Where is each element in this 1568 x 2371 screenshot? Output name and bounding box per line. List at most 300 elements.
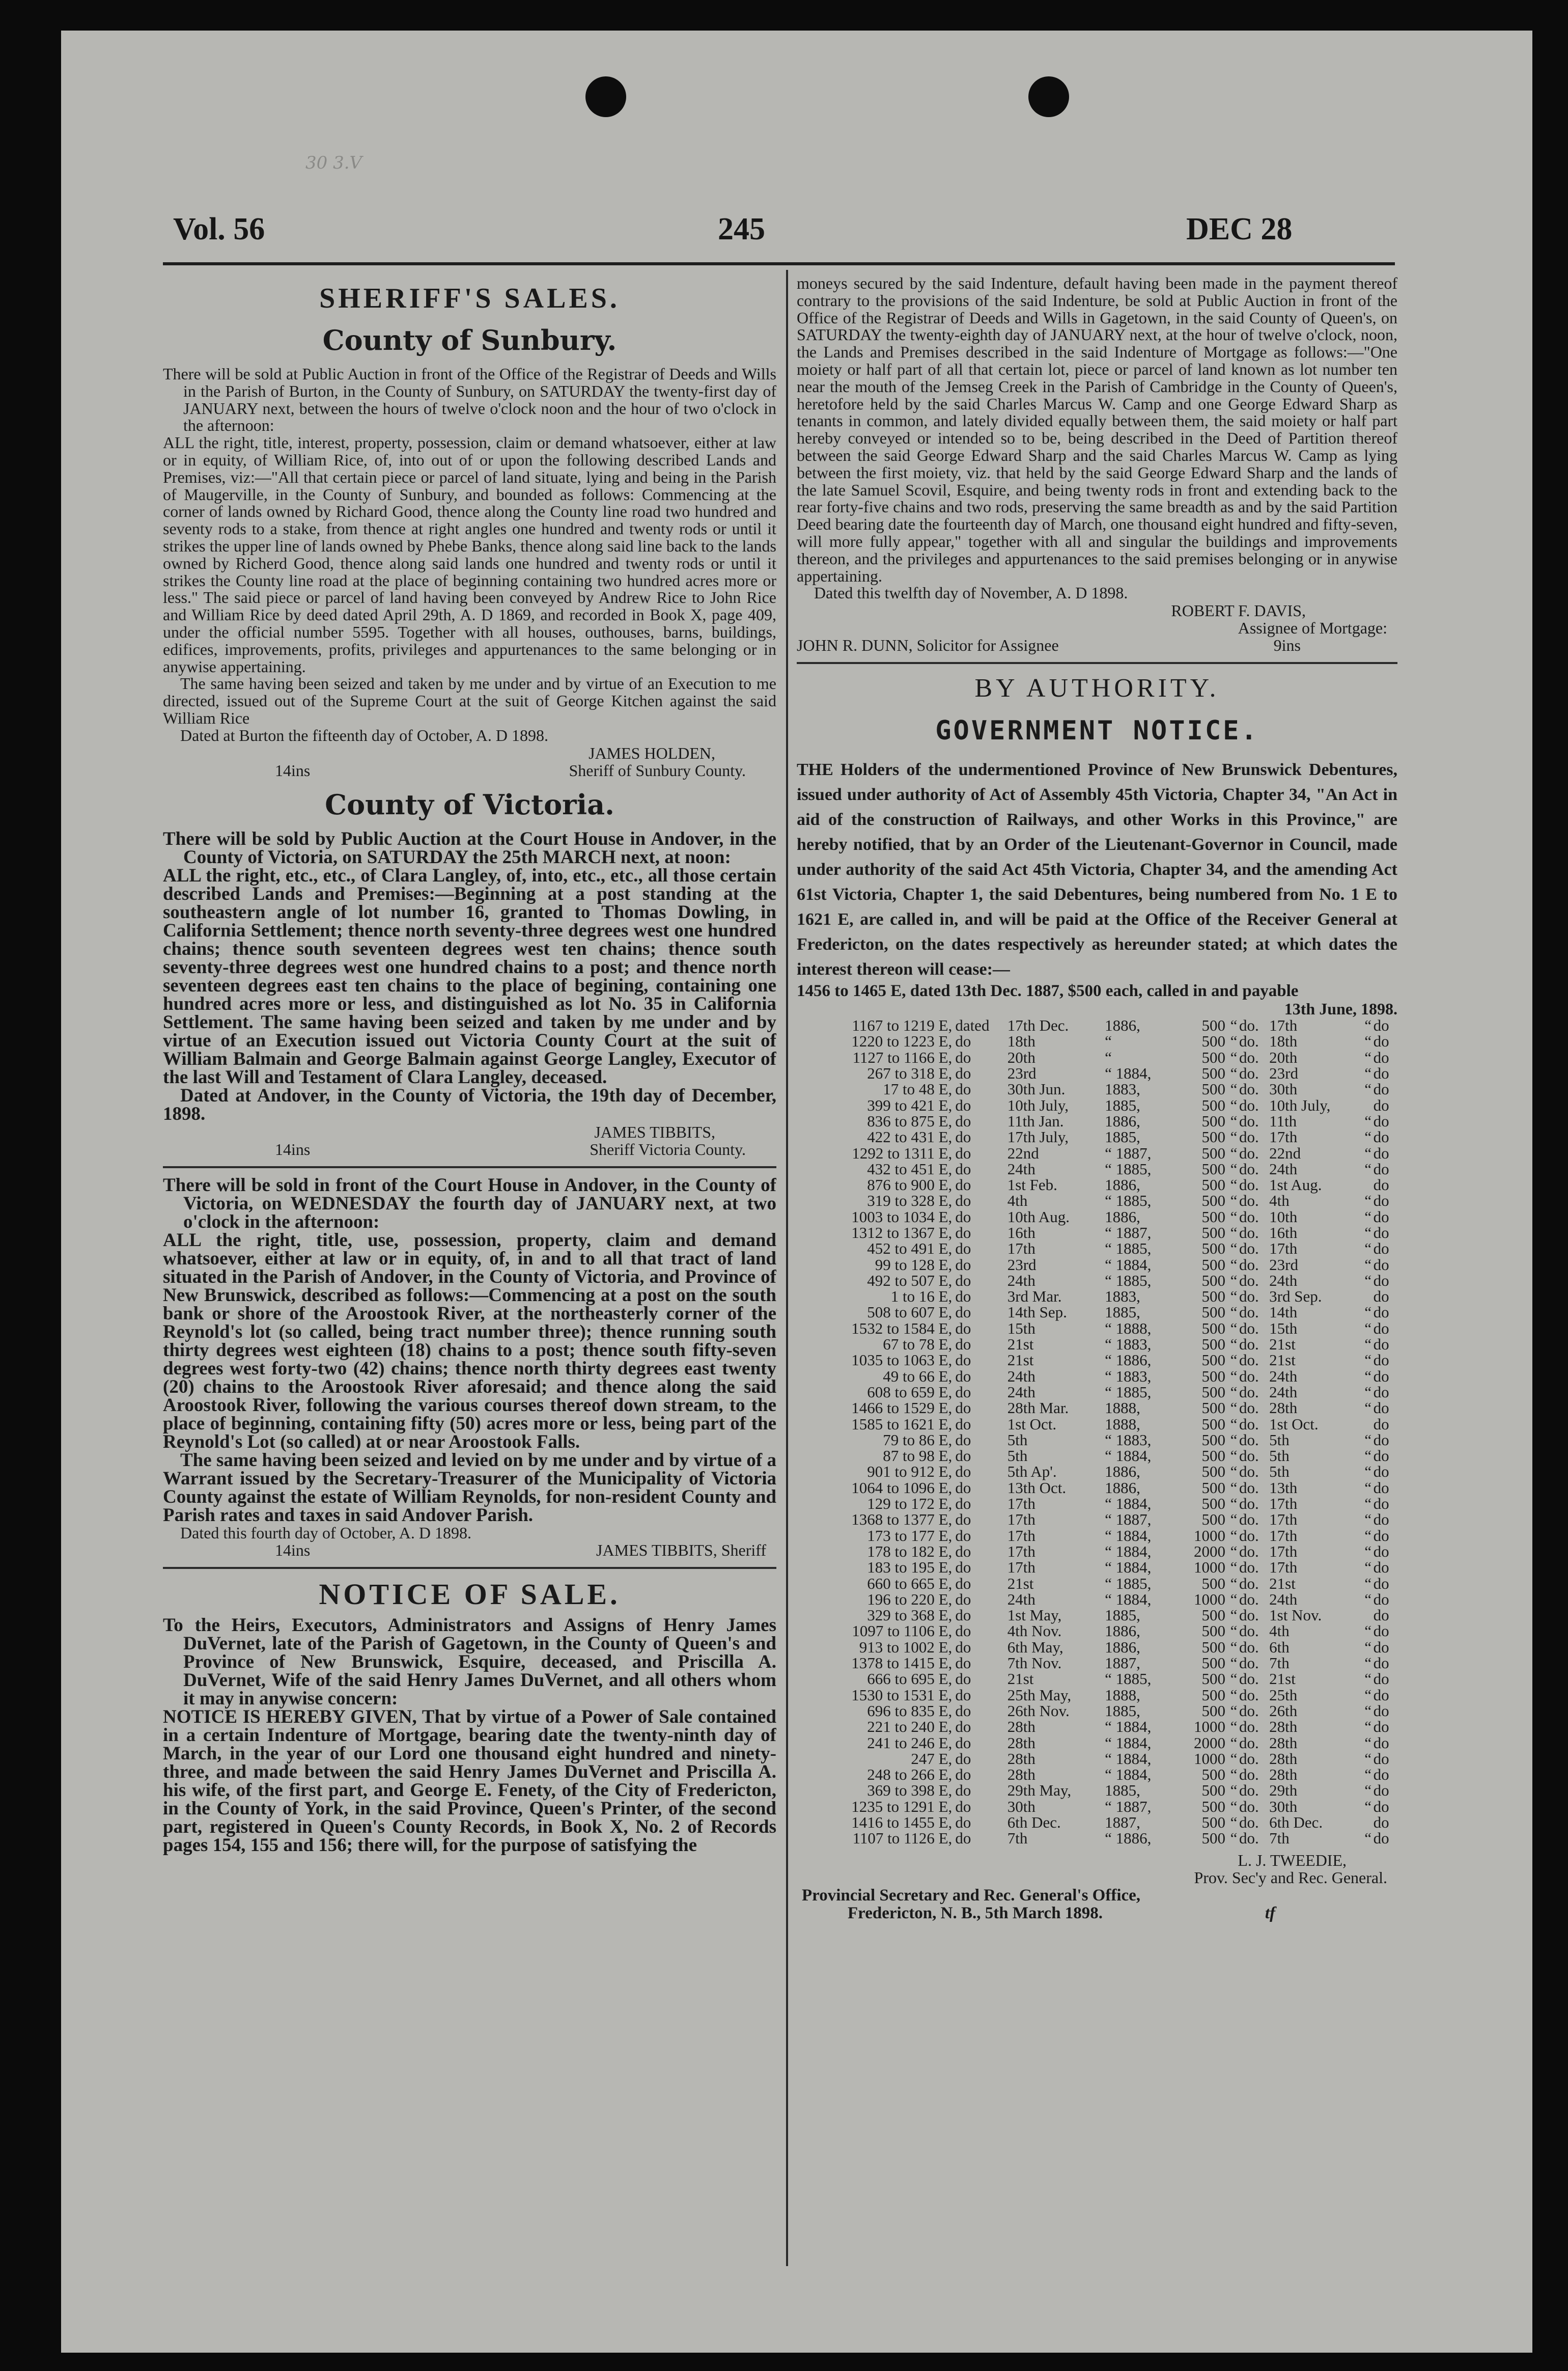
debenture-cell: do	[1373, 1558, 1389, 1577]
debenture-cell: 178 to 182 E,	[867, 1542, 953, 1560]
debenture-cell: “	[1230, 1287, 1238, 1306]
debenture-cell: 20th	[1269, 1048, 1298, 1066]
debenture-cell: 173 to 177 E,	[867, 1526, 953, 1545]
debenture-row	[797, 1735, 1397, 1751]
debenture-cell: “	[1230, 1510, 1238, 1529]
debenture-cell: 500	[1201, 1781, 1226, 1800]
debenture-cell: do.	[1239, 1096, 1259, 1114]
debenture-cell: 1532 to 1584 E,	[851, 1319, 953, 1337]
debenture-cell: 28th	[1007, 1766, 1035, 1784]
debenture-cell: do	[955, 1048, 971, 1066]
debenture-cell: 21st	[1007, 1670, 1034, 1688]
debenture-cell: 500	[1201, 1622, 1226, 1640]
debenture-cell: “	[1230, 1766, 1238, 1784]
debenture-cell: “	[1364, 1192, 1372, 1210]
debenture-cell: 25th	[1269, 1686, 1298, 1704]
debenture-cell: 5th Ap'.	[1007, 1463, 1057, 1481]
debenture-row	[797, 1336, 1397, 1352]
debenture-cell: do	[1373, 1207, 1389, 1226]
debenture-cell: 1585 to 1621 E,	[851, 1415, 953, 1433]
debenture-cell: 99 to 128 E,	[875, 1255, 953, 1274]
debenture-cell: do	[955, 1224, 971, 1242]
sunbury-dated: Dated at Burton the fifteenth day of October, A. D 1898.	[180, 726, 548, 745]
debenture-cell: do.	[1239, 1813, 1259, 1831]
debenture-cell: do	[955, 1766, 971, 1784]
debenture-cell: “	[1364, 1686, 1372, 1704]
debenture-cell: 1064 to 1096 E,	[851, 1478, 953, 1497]
debenture-cell: “ 1885,	[1105, 1383, 1152, 1401]
binding-hole	[585, 76, 626, 117]
debenture-cell: 21st	[1007, 1574, 1034, 1592]
debenture-cell: 1888,	[1105, 1686, 1140, 1704]
debenture-cell: “	[1364, 1207, 1372, 1226]
debenture-cell: 5th	[1269, 1430, 1290, 1449]
debenture-cell: do	[955, 1495, 971, 1513]
debenture-cell: 6th Dec.	[1007, 1813, 1061, 1831]
debenture-cell: 1st Feb.	[1007, 1176, 1057, 1194]
government-notice-heading: GOVERNMENT NOTICE.	[935, 715, 1259, 747]
victoria-intro: There will be sold by Public Auction at the Court House in Andover, in the County of Victoria, on SATURDAY the 25th MARCH next, at noon:	[163, 828, 776, 868]
debenture-cell: 500	[1201, 1319, 1226, 1337]
victoria2-body: ALL the right, title, use, possession, property, claim and demand whatsoever, either at law or in equity, of, in and to all that tract of land situated in the Parish of Andover, in the County of Victoria, and Province of New Brunswick, described as follows:—Commencing at a post on the south bank or shore of the Aroostook River, at the northeasterly corner of the Reynold's lot (so called, being tract number three); thence running south thirty degrees west eighteen (18) chains to a post; thence south fifty-seven degrees west forty-two (42) chains; thence north thirty degrees east twenty (20) chains to the Aroostook River aforesaid; and thence along the said Aroostook River, following the various courses thereof down stream, to the place of beginning, containing fifty (50) acres more or less, being part of the Reynold's Lot (so called) at or near Aroostook Falls.	[163, 1229, 776, 1452]
debenture-cell: 267 to 318 E,	[867, 1064, 953, 1083]
victoria-body: ALL the right, etc., etc., of Clara Langley, of, into, etc., etc., all those certain described Lands and Premises:—Beginning at a post standing at the southeastern angle of lot number 16, granted to Thomas Dowling, in California Settlement; thence north seventy-three degrees west one hundred chains; thence south seventeen degrees west ten chains; thence south seventy-three degrees west one hundred chains to a post; and thence north seventeen degrees east ten chains to the place of begining, containing one hundred acres more or less, and distinguished as lot No. 35 in California Settlement. The same having been seized and taken by me under and by virtue of an Execution issued out Victoria County Court at the suit of William Balmain and George Balmain against George Langley, Executor of the last Will and Testament of Clara Langley, deceased.	[163, 865, 776, 1088]
victoria-dated: Dated at Andover, in the County of Victoria, the 19th day of December, 1898.	[163, 1085, 776, 1124]
debenture-cell: “	[1230, 1749, 1238, 1768]
debenture-cell: 1235 to 1291 E,	[851, 1797, 953, 1815]
debenture-cell: “ 1885,	[1105, 1160, 1152, 1178]
debenture-cell: 18th	[1007, 1032, 1035, 1051]
notice-signer: ROBERT F. DAVIS,	[1171, 601, 1306, 620]
debenture-cell: do	[955, 1351, 971, 1369]
debenture-cell: 500	[1201, 1032, 1226, 1051]
debenture-cell: do	[1373, 1542, 1389, 1560]
debenture-cell: 23rd	[1007, 1064, 1037, 1083]
debenture-cell: “ 1887,	[1105, 1797, 1152, 1815]
debenture-cell: “	[1230, 1463, 1238, 1481]
debenture-row	[797, 1687, 1397, 1703]
debenture-cell: do.	[1239, 1430, 1259, 1449]
debenture-cell: “	[1364, 1271, 1372, 1289]
debenture-row	[797, 1719, 1397, 1734]
debenture-cell: “	[1230, 1032, 1238, 1051]
sunbury-intro: There will be sold at Public Auction in front of the Office of the Registrar of Deeds and Wills in the Parish of Burton, in the County of Sunbury, on SATURDAY the twenty-first day of JANUARY next, between the hours of twelve o'clock noon and the hour of two o'clock in the afternoon:	[163, 365, 776, 435]
debenture-cell: do.	[1239, 1255, 1259, 1274]
debenture-cell: do.	[1239, 1144, 1259, 1162]
debenture-cell: do	[955, 1319, 971, 1337]
sheriff-title: Sheriff Victoria County.	[590, 1140, 746, 1159]
section-rule	[797, 662, 1397, 664]
debenture-row	[797, 1368, 1397, 1384]
debenture-cell: do	[955, 1335, 971, 1354]
debenture-row	[797, 1225, 1397, 1240]
debenture-cell: 14th Sep.	[1007, 1303, 1067, 1321]
debenture-cell: do	[1373, 1319, 1389, 1337]
debenture-cell: do	[1373, 1766, 1389, 1784]
debenture-cell: “	[1364, 1574, 1372, 1592]
debenture-cell: do	[955, 1430, 971, 1449]
debenture-cell: 1378 to 1415 E,	[851, 1654, 953, 1672]
debenture-cell: “	[1230, 1654, 1238, 1672]
debenture-cell: do	[955, 1303, 971, 1321]
debenture-cell: “	[1230, 1797, 1238, 1815]
debenture-cell: 1883,	[1105, 1287, 1140, 1306]
debenture-cell	[1363, 1097, 1374, 1113]
debenture-cell: “	[1230, 1016, 1238, 1035]
debenture-cell: “	[1230, 1128, 1238, 1146]
debenture-cell: do	[955, 1112, 971, 1130]
debenture-row	[797, 1113, 1397, 1129]
debenture-cell: do	[1373, 1638, 1389, 1656]
debenture-cell: do	[955, 1160, 971, 1178]
debenture-cell: “	[1230, 1064, 1238, 1083]
debenture-cell: 500	[1201, 1303, 1226, 1321]
debenture-cell: do	[955, 1255, 971, 1274]
victoria-signer: JAMES TIBBITS,	[594, 1122, 715, 1141]
debenture-cell: “	[1230, 1718, 1238, 1736]
debenture-cell: 26th	[1269, 1701, 1298, 1720]
debenture-cell: 129 to 172 E,	[867, 1495, 953, 1513]
debenture-cell: do.	[1239, 1622, 1259, 1640]
debenture-cell: “	[1230, 1590, 1238, 1608]
debenture-cell: do.	[1239, 1048, 1259, 1066]
debenture-cell: “	[1364, 1718, 1372, 1736]
debenture-cell: “	[1364, 1478, 1372, 1497]
debenture-cell: 500	[1201, 1670, 1226, 1688]
debenture-cell: do	[955, 1399, 971, 1417]
victoria-signature	[163, 1141, 776, 1158]
debenture-cell: do.	[1239, 1415, 1259, 1433]
victoria2-signature	[163, 1541, 776, 1559]
debenture-cell: do.	[1239, 1670, 1259, 1688]
debenture-cell: 608 to 659 E,	[867, 1383, 953, 1401]
debenture-cell: “	[1364, 1224, 1372, 1242]
notice-body: NOTICE IS HEREBY GIVEN, That by virtue of a Power of Sale contained in a certain Indenture of Mortgage, bearing date the twenty-ninth day of March, in the year of our Lord one thousand eight hundred and ninety-three, and made between the said Henry James DuVernet and Priscilla A. his wife, of the first part, and George E. Fenety, of the City of Fredericton, in the County of York, in the said Province, Queen's Printer, of the second part, registered in Queen's County Records, in Book X, No. 2 of Records pages 154, 155 and 156; there will, for the purpose of satisfying the	[163, 1706, 776, 1856]
debenture-cell	[1363, 1416, 1374, 1432]
section-rule	[163, 1567, 776, 1569]
debenture-cell: “	[1364, 1542, 1372, 1560]
debenture-cell: 17th	[1269, 1016, 1298, 1035]
debenture-cell: do	[955, 1654, 971, 1672]
debenture-cell: 500	[1201, 1096, 1226, 1114]
debenture-cell: do	[955, 1032, 971, 1051]
debenture-cell: 23rd	[1007, 1255, 1037, 1274]
debenture-cell: 25th May,	[1007, 1686, 1072, 1704]
debenture-cell: do	[1373, 1733, 1389, 1752]
debenture-cell: do.	[1239, 1207, 1259, 1226]
debenture-cell: 1466 to 1529 E,	[851, 1399, 953, 1417]
debenture-cell: do	[1373, 1829, 1389, 1848]
debenture-cell: “	[1230, 1415, 1238, 1433]
debenture-cell: “	[1230, 1574, 1238, 1592]
debenture-cell: do	[1373, 1096, 1389, 1114]
debenture-cell: do.	[1239, 1447, 1259, 1465]
debenture-cell: 17th	[1269, 1542, 1298, 1560]
debenture-cell: 24th	[1269, 1160, 1298, 1178]
debenture-cell: 1887,	[1105, 1813, 1140, 1831]
debenture-cell: 500	[1201, 1829, 1226, 1848]
debenture-cell: “	[1364, 1016, 1372, 1035]
debenture-cell: “	[1364, 1048, 1372, 1066]
debenture-cell: 7th Nov.	[1007, 1654, 1062, 1672]
debenture-cell: 1888,	[1105, 1415, 1140, 1433]
debenture-cell: 79 to 86 E,	[883, 1430, 953, 1449]
debenture-cell: 660 to 665 E,	[867, 1574, 953, 1592]
debenture-cell: “	[1230, 1351, 1238, 1369]
newspaper-page	[61, 31, 1532, 2353]
notice-of-sale-heading: NOTICE OF SALE.	[319, 1578, 621, 1611]
insertion-count: 9ins	[1273, 636, 1301, 655]
debenture-cell: 1886,	[1105, 1176, 1140, 1194]
debenture-cell: do	[955, 1797, 971, 1815]
debenture-cell: 18th	[1269, 1032, 1298, 1051]
debenture-cell: do	[1373, 1654, 1389, 1672]
debenture-cell: 28th	[1269, 1733, 1298, 1752]
debenture-cell: do.	[1239, 1510, 1259, 1529]
debenture-cell: 28th Mar.	[1007, 1399, 1069, 1417]
debenture-cell: 1000	[1194, 1526, 1226, 1545]
debenture-cell: 666 to 695 E,	[867, 1670, 953, 1688]
debenture-cell: 500	[1201, 1064, 1226, 1083]
debenture-cell: do	[955, 1606, 971, 1624]
debenture-cell: do.	[1239, 1032, 1259, 1051]
debenture-cell: do.	[1239, 1463, 1259, 1481]
left-column	[163, 275, 776, 2332]
debenture-cell: “	[1364, 1558, 1372, 1577]
debenture-row	[797, 1528, 1397, 1543]
debenture-cell: 500	[1201, 1638, 1226, 1656]
debenture-cell: 1885,	[1105, 1606, 1140, 1624]
debenture-cell: “ 1888,	[1105, 1319, 1152, 1337]
debenture-cell: “	[1364, 1032, 1372, 1051]
debenture-cell: do.	[1239, 1733, 1259, 1752]
debenture-cell: do	[955, 1781, 971, 1800]
debenture-cell: 6th	[1269, 1638, 1290, 1656]
debenture-cell: do.	[1239, 1335, 1259, 1354]
debenture-cell: do.	[1239, 1829, 1259, 1848]
debenture-cell: “	[1230, 1542, 1238, 1560]
debenture-cell: 15th	[1007, 1319, 1035, 1337]
debenture-cell: do.	[1239, 1749, 1259, 1768]
debenture-cell: 1885,	[1105, 1781, 1140, 1800]
debenture-cell: 500	[1201, 1351, 1226, 1369]
debenture-cell: 11th	[1269, 1112, 1297, 1130]
column-divider	[786, 270, 788, 2266]
debenture-cell: do.	[1239, 1495, 1259, 1513]
debenture-cell: “	[1364, 1303, 1372, 1321]
debenture-cell: “	[1105, 1048, 1112, 1066]
debenture-cell: “	[1364, 1510, 1372, 1529]
debenture-cell: do	[955, 1478, 971, 1497]
debenture-cell: do	[1373, 1144, 1389, 1162]
debenture-cell: 836 to 875 E,	[867, 1112, 953, 1130]
debenture-cell: 28th	[1007, 1733, 1035, 1752]
government-signer-title: Prov. Sec'y and Rec. General.	[1194, 1868, 1387, 1887]
debenture-row	[797, 1352, 1397, 1368]
debenture-cell: “ 1884,	[1105, 1749, 1152, 1768]
debenture-table	[797, 1017, 1397, 1846]
by-authority-heading: BY AUTHORITY.	[974, 674, 1220, 703]
debenture-cell: 24th	[1269, 1590, 1298, 1608]
debenture-cell: “	[1230, 1112, 1238, 1130]
debenture-cell: “	[1230, 1176, 1238, 1194]
government-body: THE Holders of the undermentioned Province of New Brunswick Debentures, issued under authority of Act of Assembly 45th Victoria, Chapter 34, "An Act in aid of the construction of Railways, and other Works in this Province," are hereby notified, that by an Order of the Lieutenant-Governor in Council, made under authority of the said Act 45th Victoria, Chapter 34, and the amending Act 61st Victoria, Chapter 1, the said Debentures, being numbered from No. 1 E to 1621 E, are called in, and will be paid at the Office of the Receiver General at Fredericton, on the dates respectively as hereunder stated; at which dates the interest thereon will cease:—	[797, 760, 1397, 979]
debenture-cell: do	[1373, 1590, 1389, 1608]
debenture-cell: do.	[1239, 1064, 1259, 1083]
debenture-cell: “ 1887,	[1105, 1224, 1152, 1242]
debenture-cell: “ 1885,	[1105, 1574, 1152, 1592]
till-forbid-mark: tf	[1265, 1904, 1275, 1922]
debenture-cell: 7th	[1007, 1829, 1028, 1848]
debenture-cell: 17th	[1007, 1526, 1035, 1545]
debenture-cell: 5th	[1269, 1447, 1290, 1465]
debenture-row	[797, 1703, 1397, 1719]
debenture-cell: do.	[1239, 1686, 1259, 1704]
debenture-cell: 16th	[1269, 1224, 1298, 1242]
debenture-cell: do.	[1239, 1574, 1259, 1592]
debenture-cell: 500	[1201, 1606, 1226, 1624]
debenture-cell: 24th	[1269, 1271, 1298, 1289]
debenture-cell: 5th	[1269, 1463, 1290, 1481]
debenture-cell: do	[955, 1733, 971, 1752]
debenture-cell: do.	[1239, 1080, 1259, 1098]
debenture-cell: do	[955, 1447, 971, 1465]
debenture-cell: 500	[1201, 1224, 1226, 1242]
debenture-cell: “	[1364, 1638, 1372, 1656]
debenture-row	[797, 1209, 1397, 1225]
debenture-cell: 10th	[1269, 1207, 1298, 1226]
debenture-cell: 1530 to 1531 E,	[851, 1686, 953, 1704]
debenture-cell: do	[1373, 1495, 1389, 1513]
debenture-cell: 221 to 240 E,	[867, 1718, 953, 1736]
debenture-cell: do	[955, 1128, 971, 1146]
debenture-cell: dated	[955, 1016, 990, 1035]
debenture-cell: 1st Aug.	[1269, 1176, 1322, 1194]
debenture-cell: 1887,	[1105, 1654, 1140, 1672]
debenture-cell: do.	[1239, 1319, 1259, 1337]
debenture-cell: do	[1373, 1670, 1389, 1688]
debenture-cell: “ 1885,	[1105, 1670, 1152, 1688]
debenture-row	[797, 1416, 1397, 1432]
debenture-cell: “ 1884,	[1105, 1255, 1152, 1274]
debenture-cell: “	[1230, 1144, 1238, 1162]
solicitor: JOHN R. DUNN, Solicitor for Assignee	[797, 636, 1059, 655]
debenture-cell: 24th	[1007, 1160, 1035, 1178]
debenture-row	[797, 1081, 1397, 1097]
debenture-cell: “ 1883,	[1105, 1430, 1152, 1449]
debenture-cell: do	[1373, 1463, 1389, 1481]
debenture-cell: 1000	[1194, 1558, 1226, 1577]
debenture-cell: do.	[1239, 1016, 1259, 1035]
debenture-cell: 1886,	[1105, 1112, 1140, 1130]
debenture-cell: do	[1373, 1478, 1389, 1497]
debenture-cell: “	[1230, 1558, 1238, 1577]
debenture-row	[797, 1257, 1397, 1273]
debenture-cell: “	[1364, 1733, 1372, 1752]
debenture-cell: do.	[1239, 1654, 1259, 1672]
debenture-cell: “	[1364, 1239, 1372, 1258]
debenture-cell: 1220 to 1223 E,	[851, 1032, 953, 1051]
debenture-cell: “ 1887,	[1105, 1510, 1152, 1529]
debenture-cell: 29th	[1269, 1781, 1298, 1800]
debenture-cell: do.	[1239, 1766, 1259, 1784]
debenture-cell: “	[1364, 1255, 1372, 1274]
debenture-cell: do	[1373, 1510, 1389, 1529]
debenture-cell: 29th May,	[1007, 1781, 1072, 1800]
debenture-cell: “	[1230, 1638, 1238, 1656]
debenture-cell: 422 to 431 E,	[867, 1128, 953, 1146]
debenture-cell: 500	[1201, 1367, 1226, 1385]
sheriff-signer: JAMES TIBBITS, Sheriff	[596, 1541, 766, 1560]
debenture-cell: do.	[1239, 1160, 1259, 1178]
debenture-cell: do	[955, 1463, 971, 1481]
debenture-cell: 1885,	[1105, 1096, 1140, 1114]
debenture-cell: “	[1230, 1160, 1238, 1178]
debenture-row	[797, 1480, 1397, 1496]
debenture-cell: do	[955, 1239, 971, 1258]
debenture-cell: “	[1230, 1430, 1238, 1449]
debenture-cell: 1167 to 1219 E,	[852, 1016, 953, 1035]
debenture-cell: 4th	[1007, 1192, 1028, 1210]
debenture-cell: “	[1364, 1495, 1372, 1513]
debenture-cell: 500	[1201, 1287, 1226, 1306]
debenture-cell: 17th	[1269, 1128, 1298, 1146]
debenture-cell: do	[1373, 1255, 1389, 1274]
debenture-cell: 500	[1201, 1574, 1226, 1592]
debenture-cell: “ 1884,	[1105, 1542, 1152, 1560]
debenture-row	[797, 1607, 1397, 1623]
debenture-cell: 49 to 66 E,	[883, 1367, 953, 1385]
debenture-cell: do	[955, 1574, 971, 1592]
debenture-cell: 500	[1201, 1797, 1226, 1815]
debenture-cell: do.	[1239, 1718, 1259, 1736]
debenture-cell: do	[1373, 1112, 1389, 1130]
debenture-cell: 319 to 328 E,	[867, 1192, 953, 1210]
debenture-row	[797, 1240, 1397, 1256]
debenture-cell: “	[1230, 1224, 1238, 1242]
debenture-cell: 17th	[1007, 1239, 1035, 1258]
debenture-row	[797, 1543, 1397, 1559]
notice-assignee: Assignee of Mortgage:	[1238, 619, 1387, 638]
debenture-cell: 30th	[1269, 1080, 1298, 1098]
insertion-count: 14ins	[275, 1140, 311, 1159]
issue-date: DEC 28	[1186, 212, 1293, 246]
debenture-cell: 1 to 16 E,	[890, 1287, 953, 1306]
debenture-cell: 17th July,	[1007, 1128, 1069, 1146]
debenture-cell: 329 to 368 E,	[867, 1606, 953, 1624]
debenture-cell: do	[1373, 1399, 1389, 1417]
debenture-cell: 5th	[1007, 1430, 1028, 1449]
debenture-cell: 696 to 835 E,	[867, 1701, 953, 1720]
debenture-row	[797, 1814, 1397, 1830]
debenture-cell: do	[1373, 1128, 1389, 1146]
debenture-cell: do.	[1239, 1638, 1259, 1656]
debenture-cell: 3rd Sep.	[1269, 1287, 1322, 1306]
debenture-cell	[1363, 1288, 1374, 1304]
debenture-row	[797, 1017, 1397, 1033]
debenture-cell: do	[1373, 1781, 1389, 1800]
debenture-cell: 2000	[1194, 1542, 1226, 1560]
debenture-cell: 13th	[1269, 1478, 1298, 1497]
government-place-date: Fredericton, N. B., 5th March 1898.	[848, 1904, 1103, 1922]
debenture-cell: do	[955, 1622, 971, 1640]
debenture-cell: “	[1230, 1733, 1238, 1752]
binding-hole	[1028, 76, 1069, 117]
debenture-row	[797, 1161, 1397, 1177]
debenture-cell: do	[955, 1080, 971, 1098]
debenture-cell: “	[1230, 1829, 1238, 1848]
debenture-cell: 1886,	[1105, 1622, 1140, 1640]
